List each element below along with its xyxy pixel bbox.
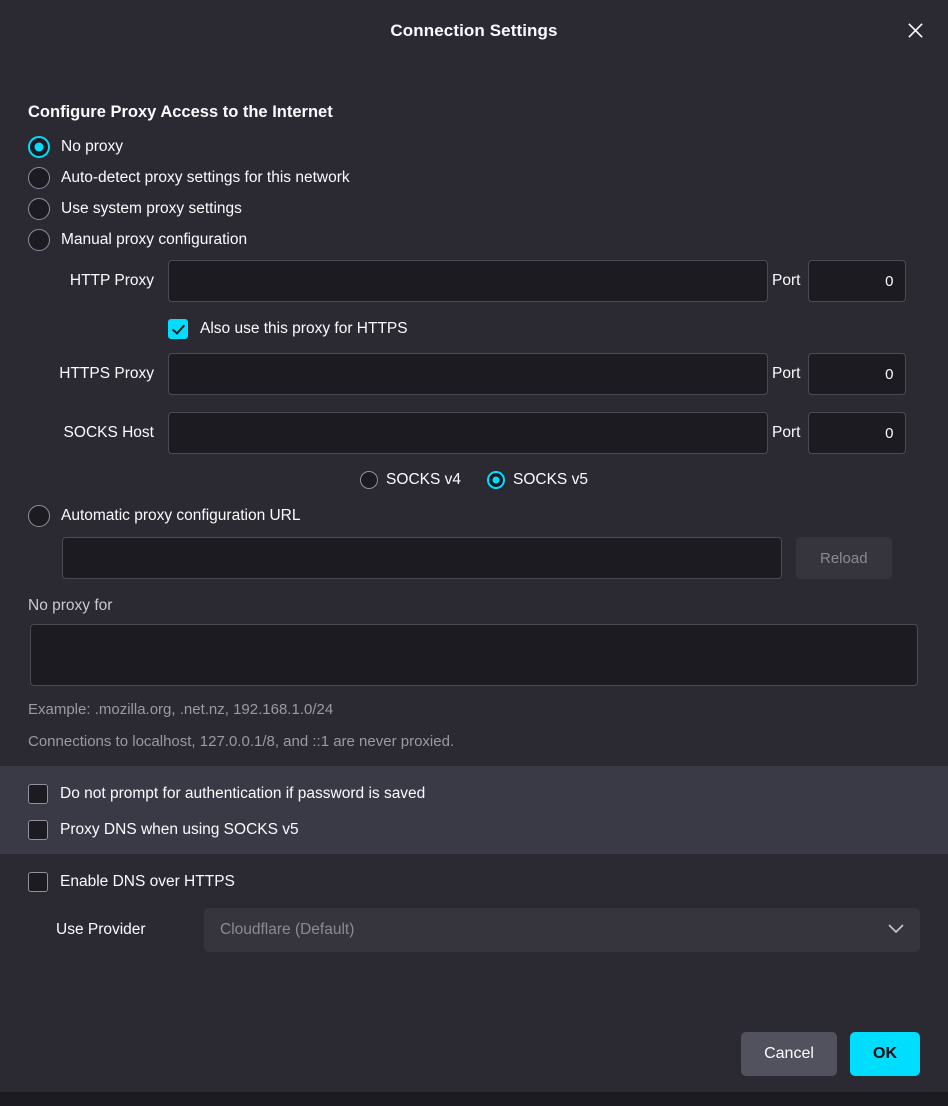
provider-select[interactable] bbox=[204, 908, 920, 952]
checkbox-proxy-dns-socks5[interactable] bbox=[28, 820, 920, 840]
radio-manual-proxy[interactable] bbox=[28, 229, 920, 251]
http-proxy-row bbox=[28, 260, 920, 302]
radio-socks-v5-indicator[interactable] bbox=[487, 471, 505, 489]
ok-button[interactable]: OK bbox=[850, 1032, 920, 1076]
reload-button[interactable]: Reload bbox=[796, 537, 892, 579]
radio-manual-proxy-label: Manual proxy configuration bbox=[61, 231, 248, 248]
radio-no-proxy-indicator[interactable] bbox=[28, 136, 50, 158]
socks-port-input[interactable] bbox=[808, 412, 906, 454]
radio-socks-v4-indicator[interactable] bbox=[360, 471, 378, 489]
chevron-down-icon bbox=[888, 921, 904, 939]
proxy-dns-socks5-label: Proxy DNS when using SOCKS v5 bbox=[60, 821, 299, 838]
http-port-label: Port bbox=[772, 272, 801, 289]
radio-pac-url[interactable] bbox=[28, 505, 920, 527]
radio-system-proxy-label: Use system proxy settings bbox=[61, 200, 242, 217]
dialog-title: Connection Settings bbox=[390, 20, 558, 40]
http-port-input[interactable] bbox=[808, 260, 906, 302]
socks-host-label: SOCKS Host bbox=[63, 424, 154, 441]
pac-url-input[interactable] bbox=[62, 537, 782, 579]
checkbox-no-prompt-auth[interactable] bbox=[28, 784, 920, 804]
https-proxy-input[interactable] bbox=[168, 353, 768, 395]
socks-port-label: Port bbox=[772, 424, 801, 441]
radio-no-proxy[interactable] bbox=[28, 136, 920, 158]
enable-doh-label: Enable DNS over HTTPS bbox=[60, 873, 235, 890]
https-port-input[interactable] bbox=[808, 353, 906, 395]
provider-label: Use Provider bbox=[56, 921, 146, 938]
page-title: Configure Proxy Access to the Internet bbox=[28, 103, 333, 121]
radio-system-proxy-indicator[interactable] bbox=[28, 198, 50, 220]
dialog-content bbox=[0, 61, 948, 1092]
no-proxy-for-textarea[interactable] bbox=[30, 624, 918, 686]
auth-options-band bbox=[0, 766, 948, 854]
also-https-row[interactable] bbox=[168, 319, 920, 339]
localhost-note: Connections to localhost, 127.0.0.1/8, and ::1 are never proxied. bbox=[28, 733, 455, 750]
socks-version-group bbox=[28, 471, 920, 489]
close-icon[interactable] bbox=[896, 12, 934, 50]
radio-manual-proxy-indicator[interactable] bbox=[28, 229, 50, 251]
cancel-button[interactable]: Cancel bbox=[741, 1032, 837, 1076]
radio-no-proxy-label: No proxy bbox=[61, 138, 124, 155]
no-proxy-example: Example: .mozilla.org, .net.nz, 192.168.1.0/24 bbox=[28, 701, 334, 718]
dialog-titlebar bbox=[0, 0, 948, 61]
provider-row bbox=[28, 908, 920, 952]
radio-auto-detect-indicator[interactable] bbox=[28, 167, 50, 189]
https-proxy-row bbox=[28, 353, 920, 395]
radio-auto-detect[interactable] bbox=[28, 167, 920, 189]
enable-doh-checkbox[interactable] bbox=[28, 872, 48, 892]
http-proxy-label: HTTP Proxy bbox=[69, 272, 154, 289]
https-port-label: Port bbox=[772, 365, 801, 382]
http-proxy-input[interactable] bbox=[168, 260, 768, 302]
also-https-checkbox[interactable] bbox=[168, 319, 188, 339]
pac-url-row bbox=[62, 537, 920, 579]
radio-system-proxy[interactable] bbox=[28, 198, 920, 220]
socks-host-row bbox=[28, 412, 920, 454]
radio-socks-v4-label: SOCKS v4 bbox=[386, 471, 461, 488]
radio-socks-v5-label: SOCKS v5 bbox=[513, 471, 588, 488]
no-proxy-for-label: No proxy for bbox=[28, 597, 113, 614]
socks-host-input[interactable] bbox=[168, 412, 768, 454]
proxy-dns-socks5-checkbox[interactable] bbox=[28, 820, 48, 840]
radio-socks-v4[interactable] bbox=[360, 471, 461, 489]
https-proxy-label: HTTPS Proxy bbox=[59, 365, 154, 382]
no-prompt-auth-label: Do not prompt for authentication if password is saved bbox=[60, 785, 426, 802]
also-https-label: Also use this proxy for HTTPS bbox=[200, 320, 408, 337]
radio-pac-url-label: Automatic proxy configuration URL bbox=[61, 507, 301, 524]
provider-selected-value: Cloudflare (Default) bbox=[220, 921, 355, 938]
radio-auto-detect-label: Auto-detect proxy settings for this network bbox=[61, 169, 350, 186]
radio-pac-url-indicator[interactable] bbox=[28, 505, 50, 527]
no-prompt-auth-checkbox[interactable] bbox=[28, 784, 48, 804]
dialog-footer bbox=[741, 1032, 920, 1076]
radio-socks-v5[interactable] bbox=[487, 471, 588, 489]
bottom-strip bbox=[0, 1092, 948, 1106]
checkbox-enable-doh[interactable] bbox=[28, 872, 920, 892]
